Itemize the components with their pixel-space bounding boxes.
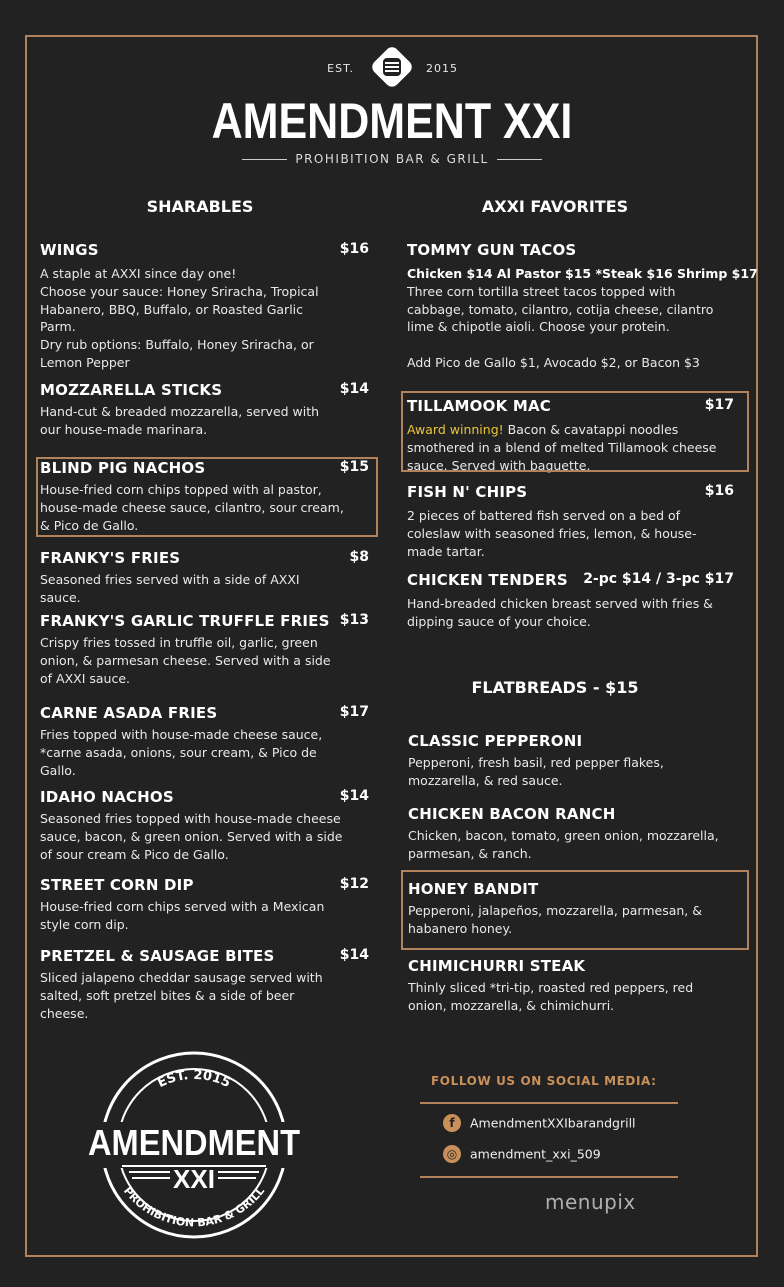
social-rule-top (420, 1102, 678, 1104)
item-name: CHICKEN BACON RANCH (408, 805, 616, 823)
item-price: $14 (339, 381, 369, 397)
item-desc-line: Sliced jalapeno cheddar sausage served with (40, 970, 323, 985)
item-desc-line: smothered in a blend of melted Tillamook cheese (407, 439, 717, 455)
item-desc-line: onion, & parmesan cheese. Served with a side (40, 652, 331, 668)
facebook-icon: f (443, 1114, 461, 1132)
item-name: FISH N' CHIPS (407, 483, 528, 501)
seal-logo (84, 1050, 304, 1240)
item-price: $15 (339, 459, 369, 475)
item-desc-line: onion, mozzarella, & chimichurri. (408, 997, 615, 1013)
item-desc-line: Three corn tortilla street tacos topped with (407, 283, 676, 299)
item-desc-line: Pepperoni, jalapeños, mozzarella, parmesan, & (408, 903, 703, 918)
item-desc-line: Parm. (40, 319, 76, 335)
seal-top-text: EST. 2015 (155, 1067, 233, 1092)
item-desc-line: 2 pieces of battered fish served on a bed of (407, 508, 681, 523)
item-name: FRANKY'S GARLIC TRUFFLE FRIES (40, 612, 330, 630)
item-desc-line: House-fried corn chips served with a Mexican (40, 899, 325, 914)
item-desc-line: Habanero, BBQ, Buffalo, or Roasted Garlic (40, 301, 304, 317)
item-desc-line: Gallo. (40, 762, 76, 778)
item-desc-text: Bacon & cavatappi noodles (503, 422, 679, 437)
item-desc-line: made tartar. (407, 543, 485, 559)
item-name: IDAHO NACHOS (40, 788, 174, 806)
seal-name: AMENDMENT (88, 1122, 301, 1163)
item-desc-line: house-made cheese sauce, cilantro, sour cream, (40, 499, 344, 515)
item-desc-line: Dry rub options: Buffalo, Honey Sriracha, or (40, 337, 314, 353)
brand-title: AMENDMENT XXI (211, 93, 573, 149)
item-desc-line: sauce, bacon, & green onion. Served with a side (40, 828, 343, 844)
item-desc-line: Chicken, bacon, tomato, green onion, mozzarella, (408, 828, 719, 843)
item-price: $14 (339, 947, 369, 963)
tagline: PROHIBITION BAR & GRILL (0, 152, 784, 166)
item-desc-line: parmesan, & ranch. (408, 845, 532, 861)
highlight-box-tillamook-mac (401, 391, 749, 472)
social-title: FOLLOW US ON SOCIAL MEDIA: (431, 1074, 657, 1088)
facebook-handle: AmendmentXXIbarandgrill (470, 1115, 636, 1131)
item-desc-line: style corn dip. (40, 916, 129, 932)
barrel-icon (383, 58, 401, 76)
instagram-link[interactable] (443, 1145, 601, 1163)
item-name: CHIMICHURRI STEAK (408, 957, 586, 975)
item-desc-line: mozzarella, & red sauce. (408, 772, 563, 788)
item-desc-line: Lemon Pepper (40, 355, 130, 370)
item-desc-line: Crispy fries tossed in truffle oil, garlic, green (40, 635, 318, 650)
item-price: $12 (339, 876, 369, 892)
item-desc-line: sauce. Served with baguette. (407, 457, 591, 473)
watermark: menupix (545, 1190, 636, 1214)
section-title-flatbreads: FLATBREADS - $15 (471, 678, 639, 697)
seal-bottom-text: PROHIBITION BAR & GRILL (120, 1184, 268, 1230)
item-prices-line: Chicken $14 Al Pastor $15 *Steak $16 Shrimp $17 (407, 266, 758, 281)
item-desc-line: Thinly sliced *tri-tip, roasted red peppers, red (408, 980, 694, 995)
item-desc-line: House-fried corn chips topped with al pastor, (40, 482, 322, 497)
section-title-favorites: AXXI FAVORITES (481, 197, 629, 216)
item-desc-line: Seasoned fries topped with house-made cheese (40, 811, 341, 826)
item-price: $13 (339, 612, 369, 628)
item-desc-line: *carne asada, onions, sour cream, & Pico de (40, 744, 317, 760)
item-desc-line: & Pico de Gallo. (40, 517, 139, 533)
item-price: 2-pc $14 / 3-pc $17 (583, 571, 734, 587)
est-label: EST. (327, 62, 354, 75)
item-name: CHICKEN TENDERS (407, 571, 568, 589)
item-name: STREET CORN DIP (40, 876, 194, 894)
item-desc-line: Fries topped with house-made cheese sauce, (40, 727, 323, 742)
item-name: MOZZARELLA STICKS (40, 381, 223, 399)
award-badge: Award winning! (407, 422, 504, 437)
item-desc-line: of AXXI sauce. (40, 670, 130, 686)
item-price: $16 (704, 483, 734, 499)
instagram-handle: amendment_xxi_509 (470, 1146, 601, 1162)
item-name: CARNE ASADA FRIES (40, 704, 218, 722)
item-desc-line: sauce. (40, 589, 81, 605)
item-name: HONEY BANDIT (408, 880, 539, 898)
item-price: $17 (704, 397, 734, 413)
section-title-sharables: SHARABLES (146, 197, 254, 216)
item-desc-line: Seasoned fries served with a side of AXXI (40, 572, 300, 587)
item-desc-line: Pepperoni, fresh basil, red pepper flakes, (408, 755, 664, 770)
item-price: $17 (339, 704, 369, 720)
item-desc-line: Hand-cut & breaded mozzarella, served with (40, 404, 320, 419)
item-name: TILLAMOOK MAC (407, 397, 551, 415)
seal-graphic (84, 1050, 304, 1240)
item-desc-line: A staple at AXXI since day one! (40, 266, 237, 281)
item-desc-line: lime & chipotle aioli. Choose your protein. (407, 319, 670, 335)
item-desc-line: Choose your sauce: Honey Sriracha, Tropical (40, 283, 319, 299)
item-name: FRANKY'S FRIES (40, 549, 181, 567)
highlight-box-honey-bandit (401, 870, 749, 950)
facebook-link[interactable] (443, 1114, 636, 1132)
instagram-icon: ◎ (443, 1145, 461, 1163)
item-price: $14 (339, 788, 369, 804)
item-desc-line: habanero honey. (408, 920, 513, 936)
item-desc-line: cabbage, tomato, cilantro, cotija cheese, cilantro (407, 301, 714, 317)
item-desc-line: salted, soft pretzel bites & a side of beer (40, 987, 295, 1003)
item-name: PRETZEL & SAUSAGE BITES (40, 947, 275, 965)
item-name: CLASSIC PEPPERONI (408, 732, 583, 750)
est-year: 2015 (426, 62, 458, 75)
highlight-box-blind-pig-nachos (36, 457, 378, 537)
item-desc-line: cheese. (40, 1005, 89, 1021)
item-desc-line: coleslaw with seasoned fries, lemon, & house- (407, 525, 697, 541)
social-rule-bottom (420, 1176, 678, 1178)
item-desc-line: dipping sauce of your choice. (407, 613, 591, 629)
item-price: $16 (339, 241, 369, 257)
item-desc-line: of sour cream & Pico de Gallo. (40, 846, 229, 862)
item-price: $8 (349, 549, 369, 565)
seal-sub: XXI (173, 1164, 215, 1194)
item-desc-line: Hand-breaded chicken breast served with fries & (407, 596, 713, 611)
item-name: BLIND PIG NACHOS (40, 459, 206, 477)
item-name: WINGS (40, 241, 99, 259)
item-desc-line: our house-made marinara. (40, 421, 208, 437)
item-name: TOMMY GUN TACOS (407, 241, 577, 259)
item-desc-line: Add Pico de Gallo $1, Avocado $2, or Bacon $3 (407, 355, 700, 370)
